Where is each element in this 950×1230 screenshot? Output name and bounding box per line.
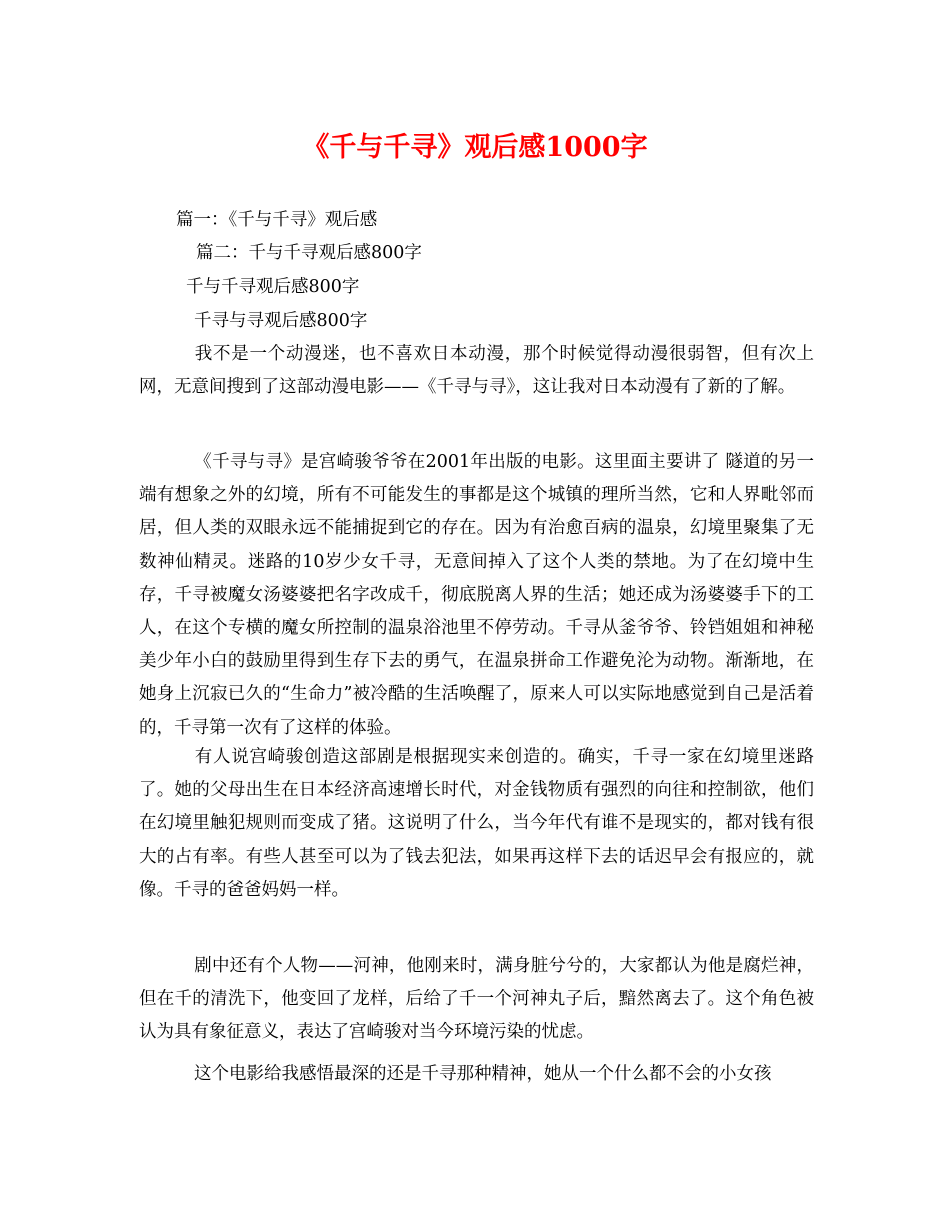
section-heading-1: 篇一：《千与千寻》观后感 <box>176 210 378 230</box>
document-title: 《千与千寻》观后感1000字 <box>302 132 648 163</box>
paragraph-1-text: 我不是一个动漫迷，也不喜欢日本动漫，那个时候觉得动漫很弱智，但有次上网，无意间搜到了这部动漫电影——《千寻与寻》，这让我对日本动漫有了新的了解。 <box>139 344 814 398</box>
paragraph-3-text: 有人说宫崎骏创造这部剧是根据现实来创造的。确实，千寻一家在幻境里迷路了。她的父母出生在日本经济高速增长时代，对金钱物质有强烈的向往和控制欲，他们在幻境里触犯规则而变成了猪。这说明了什么，当今年代有谁不是现实的，都对钱有很大的占有率。有些人甚至可以为了钱去犯法，如果再这样下去的话迟早会有报应的，就像。千寻的爸爸妈妈一样。 <box>139 747 814 900</box>
paragraph-4-text: 剧中还有个人物——河神，他刚来时，满身脏兮兮的，大家都认为他是腐烂神，但在千的清洗下，他变回了龙样，后给了千一个河神丸子后，黯然离去了。这个角色被认为具有象征意义，表达了宫崎骏对当今环境污染的忧虑。 <box>139 956 814 1043</box>
paragraph-3 <box>139 741 814 907</box>
paragraph-1 <box>139 338 814 404</box>
section-heading-4: 千寻与寻观后感800字 <box>194 311 368 331</box>
section-heading-3: 千与千寻观后感800字 <box>186 277 360 297</box>
paragraph-4 <box>139 950 814 1050</box>
paragraph-2 <box>139 446 814 745</box>
paragraph-5-text: 这个电影给我感悟最深的还是千寻那种精神，她从一个什么都不会的小女孩 <box>194 1064 772 1084</box>
paragraph-2-text: 《千寻与寻》是宫崎骏爷爷在2001年出版的电影。这里面主要讲了 隧道的另一端有想象之外的幻境，所有不可能发生的事都是这个城镇的理所当然，它和人界毗邻而居，但人类的双眼永远不能捕捉到它的存在。因为有治愈百病的温泉，幻境里聚集了无数神仙精灵。迷路的10岁少女千寻，无意间掉入了这个人类的禁地。为了在幻境中生存，千寻被魔女汤婆婆把名字改成千，彻底脱离人界的生活；她还成为汤婆婆手下的工人，在这个专横的魔女所控制的温泉浴池里不停劳动。千寻从釜爷爷、铃铛姐姐和神秘美少年小白的鼓励里得到生存下去的勇气，在温泉拼命工作避免沦为动物。渐渐地，在她身上沉寂已久的“生命力”被冷酷的生活唤醒了，原来人可以实际地感觉到自己是活着的，千寻第一次有了这样的体验。 <box>139 452 814 738</box>
section-heading-2: 篇二：千与千寻观后感800字 <box>196 243 422 263</box>
paragraph-5 <box>139 1058 814 1091</box>
